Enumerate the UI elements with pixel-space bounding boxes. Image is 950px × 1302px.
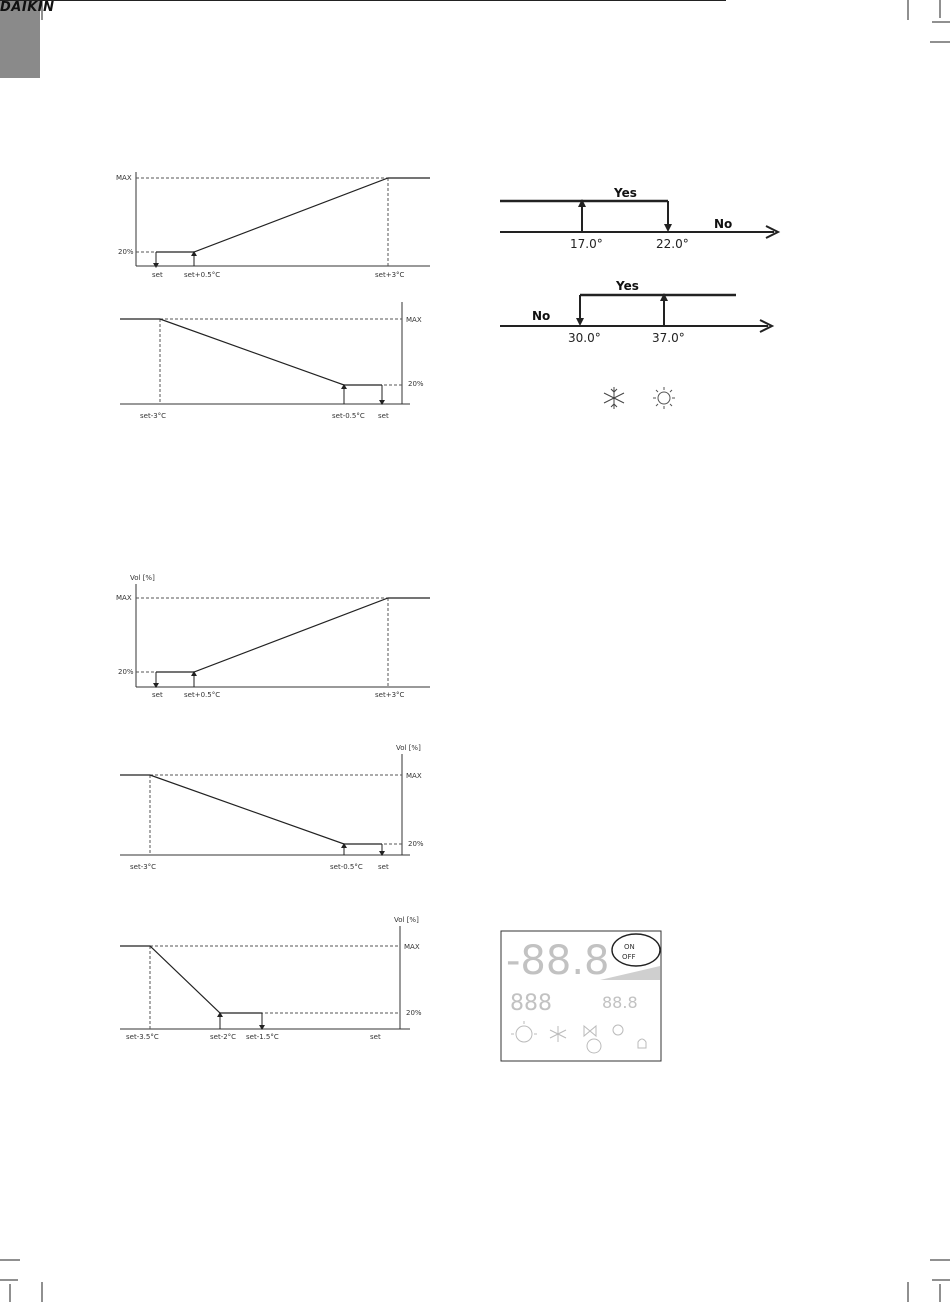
x-label: set+3°C (375, 691, 405, 699)
mode-icons (602, 386, 682, 412)
daikin-logo: DAIKIN (0, 0, 55, 15)
x-label: set (378, 863, 389, 871)
sun-icon (653, 387, 675, 409)
min-label: 20% (118, 668, 134, 676)
no-label: No (532, 309, 551, 323)
max-label: MAX (406, 316, 422, 324)
x-label: set (370, 1033, 381, 1041)
yes-label: Yes (616, 279, 639, 293)
chart-1 (110, 168, 440, 283)
curve (156, 178, 430, 252)
y-axis-label: Vol [%] (130, 574, 155, 582)
low-threshold: 30.0° (568, 331, 601, 345)
x-label: set-3°C (130, 863, 157, 871)
no-label: No (714, 217, 733, 231)
max-label: MAX (406, 772, 422, 780)
snowflake-icon (604, 387, 624, 409)
min-label: 20% (408, 380, 424, 388)
y-axis-label: Vol [%] (396, 744, 421, 752)
x-label: set (378, 412, 389, 420)
x-label: set-0.5°C (332, 412, 365, 420)
chart-5 (110, 912, 440, 1044)
x-label: set-1.5°C (246, 1033, 279, 1041)
max-label: MAX (116, 174, 132, 182)
x-label: set+0.5°C (184, 271, 221, 279)
curve (120, 319, 382, 385)
footer-rule (0, 0, 726, 1)
x-label: set+0.5°C (184, 691, 221, 699)
low-threshold: 17.0° (570, 237, 603, 251)
max-label: MAX (116, 594, 132, 602)
curve (120, 775, 382, 844)
curve (156, 598, 430, 672)
chart-4 (110, 742, 440, 874)
x-label: set-3°C (140, 412, 167, 420)
lcd-small-digits-left: 888 (510, 991, 552, 1016)
high-threshold: 22.0° (656, 237, 689, 251)
x-label: set-3.5°C (126, 1033, 159, 1041)
lcd-on-label: ON (624, 943, 635, 951)
lcd-small-digits-right: 88.8 (602, 993, 638, 1012)
curve (120, 946, 262, 1013)
chart-2 (110, 300, 440, 425)
lcd-display (500, 930, 664, 1064)
lcd-off-label: OFF (622, 953, 636, 961)
yes-label: Yes (614, 186, 637, 200)
x-label: set+3°C (375, 271, 405, 279)
hysteresis-top (496, 180, 786, 258)
chart-3 (110, 572, 440, 702)
max-label: MAX (404, 943, 420, 951)
high-threshold: 37.0° (652, 331, 685, 345)
min-label: 20% (408, 840, 424, 848)
x-label: set (152, 691, 163, 699)
hysteresis-bottom (496, 278, 786, 348)
x-label: set-0.5°C (330, 863, 363, 871)
min-label: 20% (406, 1009, 422, 1017)
lcd-big-digits: -88.8 (506, 938, 610, 984)
y-axis-label: Vol [%] (394, 916, 419, 924)
x-label: set (152, 271, 163, 279)
min-label: 20% (118, 248, 134, 256)
x-label: set-2°C (210, 1033, 237, 1041)
